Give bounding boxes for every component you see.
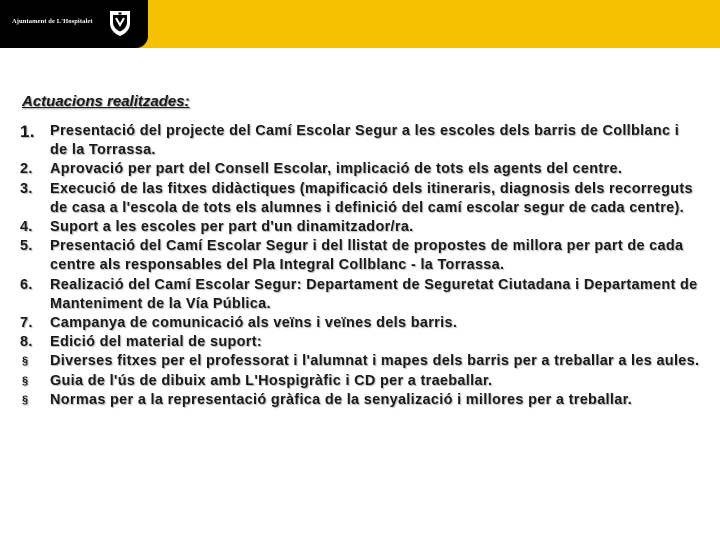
list-item-text: Edició del material de suport: [50,334,263,351]
list-item-text: Realizació del Camí Escolar Segur: Departament de Seguretat Ciutadana i Departament de Manteniment de la Vía Pública. [50,276,698,312]
list-item-text: Guia de l'ús de dibuix amb L'Hospigràfic i CD per a traeballar. [50,372,493,389]
list-item-text: Presentació del projecte del Camí Escolar Segur a les escoles dels barris de Collblanc i de la Torrassa. [50,123,680,159]
municipal-shield-icon [108,9,132,37]
section-heading: Actuacions realitzades: [22,93,190,110]
square-bullet-icon: § [22,355,29,368]
list-marker: 5. [20,238,33,255]
list-marker: 1. [20,122,35,141]
logo-block [0,0,148,48]
list-item-text: Presentació del Camí Escolar Segur i del llistat de propostes de millora per part de cada centre als responsables del Pla Integral Collblanc - la Torrassa. [50,238,684,274]
list-item-text: Aprovació per part del Consell Escolar, implicació de tots els agents del centre. [50,161,623,178]
list-marker: 8. [20,334,33,351]
list-item-text: Execució de las fitxes didàctiques (mapificació dels itineraris, diagnosis dels recorreguts de casa a l'escola de tots els alumnes i definició del camí escolar segur de cada centre). [50,180,693,216]
list-item [20,372,700,391]
list-item-text: Diverses fitxes per el professorat i l'alumnat i mapes dels barris per a treballar a les aules. [50,353,700,370]
list-item [20,122,700,160]
actions-list [20,122,700,410]
list-item-text: Normas per a la representació gràfica de la senyalizació i millores per a treballar. [50,391,633,408]
list-item [20,180,700,218]
list-item-text: Campanya de comunicació als veïns i veïnes dels barris. [50,315,458,332]
list-item [20,333,700,352]
list-marker: 7. [20,315,33,332]
list-item [20,160,700,179]
list-marker: 6. [20,276,33,293]
square-bullet-icon: § [22,374,29,387]
org-name: Ajuntament de L'Hospitalet [12,18,93,25]
list-item [20,276,700,314]
list-item [20,391,700,410]
list-item-text: Suport a les escoles per part d'un dinamitzador/ra. [50,219,414,236]
list-item [20,218,700,237]
list-marker: 3. [20,180,33,197]
list-marker: 2. [20,161,33,178]
square-bullet-icon: § [22,393,29,406]
list-item [20,237,700,275]
list-item [20,352,700,371]
list-marker: 4. [20,219,33,236]
list-item [20,314,700,333]
